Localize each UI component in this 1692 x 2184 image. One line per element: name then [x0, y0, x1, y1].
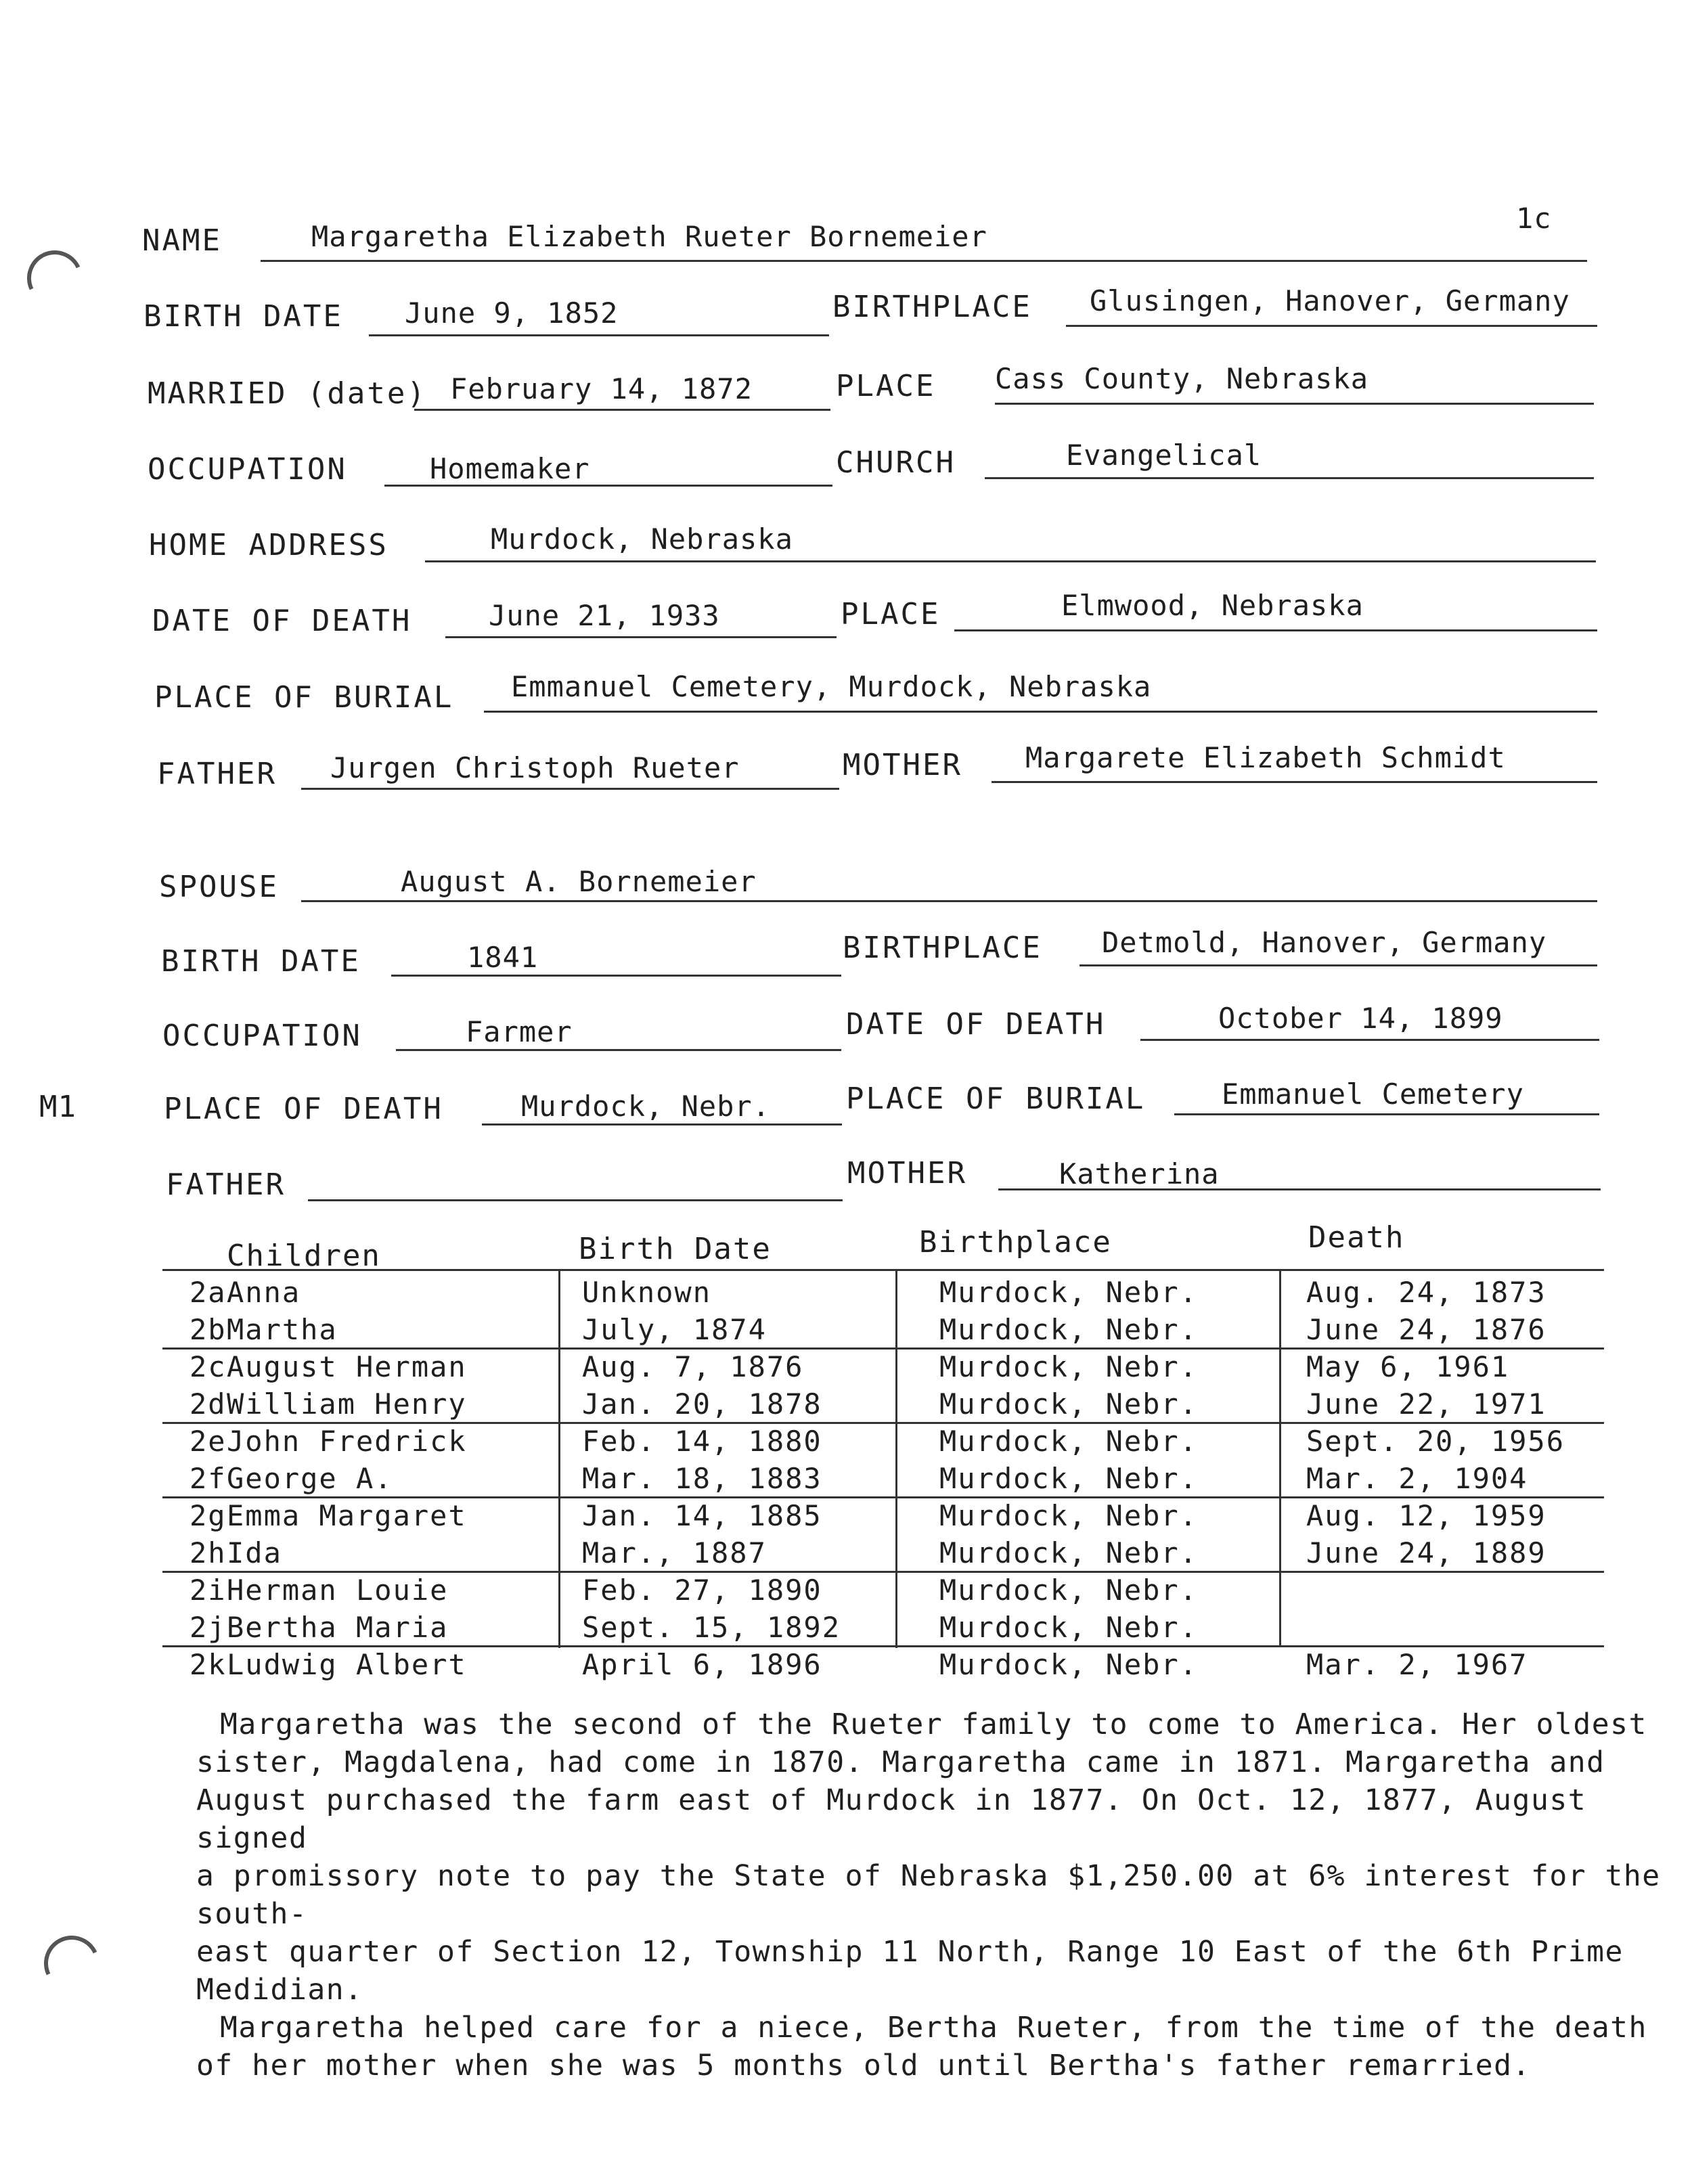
- child-birthplace: Murdock, Nebr.: [939, 1574, 1199, 1607]
- child-birth-date: April 6, 1896: [582, 1648, 822, 1681]
- table-row-rule: [162, 1347, 1604, 1350]
- spouse-birthplace-value: Detmold, Hanover, Germany: [1102, 926, 1547, 959]
- child-birthplace: Murdock, Nebr.: [939, 1648, 1199, 1681]
- child-name: Martha: [227, 1313, 338, 1346]
- birthplace-label: BIRTHPLACE: [832, 290, 1032, 324]
- column-header-birth-date: Birth Date: [579, 1232, 772, 1266]
- person-name: Margaretha Elizabeth Rueter Bornemeier: [311, 220, 987, 253]
- spouse-death-underline: [1140, 1039, 1599, 1041]
- child-death-date: June 24, 1876: [1306, 1313, 1546, 1346]
- spouse-burial-underline: [1174, 1113, 1599, 1115]
- table-column-rule: [1279, 1269, 1281, 1645]
- church-value: Evangelical: [1066, 439, 1262, 472]
- binder-hole-top: [19, 242, 90, 313]
- child-birth-date: July, 1874: [582, 1313, 767, 1346]
- narrative-line: August purchased the farm east of Murdock in 1877. On Oct. 12, 1877, August signed: [196, 1783, 1587, 1855]
- child-name: Herman Louie: [227, 1574, 449, 1607]
- child-birth-date: Jan. 14, 1885: [582, 1499, 822, 1532]
- spouse-father-underline: [308, 1199, 843, 1201]
- column-header-birthplace: Birthplace: [919, 1225, 1112, 1260]
- spouse-death-place-underline: [482, 1123, 842, 1126]
- child-death-date: June 24, 1889: [1306, 1536, 1546, 1569]
- child-name: Anna: [227, 1276, 301, 1309]
- mother-label: MOTHER: [843, 748, 962, 782]
- spouse-birthplace-underline: [1079, 964, 1597, 966]
- child-code: 2a: [190, 1276, 227, 1309]
- child-death-date: Mar. 2, 1904: [1306, 1462, 1528, 1495]
- spouse-burial-value: Emmanuel Cemetery: [1222, 1077, 1524, 1111]
- married-place-value: Cass County, Nebraska: [995, 362, 1369, 395]
- date-of-death-label: DATE OF DEATH: [152, 604, 412, 638]
- table-column-rule: [558, 1269, 560, 1648]
- narrative-paragraph: [196, 1706, 1665, 2085]
- child-code: 2e: [190, 1425, 227, 1458]
- narrative-line: Margaretha helped care for a niece, Bertha Rueter, from the time of the death: [220, 2011, 1647, 2045]
- narrative-line: a promissory note to pay the State of Nebraska $1,250.00 at 6% interest for the south-: [196, 1859, 1661, 1931]
- child-code: 2j: [190, 1611, 227, 1644]
- occupation-value: Homemaker: [430, 452, 590, 485]
- place-of-burial-label: PLACE OF BURIAL: [154, 680, 454, 715]
- child-name: George A.: [227, 1462, 393, 1495]
- child-birthplace: Murdock, Nebr.: [939, 1611, 1199, 1644]
- death-place-underline: [954, 629, 1597, 631]
- spouse-death-place-value: Murdock, Nebr.: [521, 1090, 771, 1123]
- spouse-birth-date-underline: [391, 975, 841, 977]
- child-birthplace: Murdock, Nebr.: [939, 1462, 1199, 1495]
- narrative-line: east quarter of Section 12, Township 11 North, Range 10 East of the 6th Prime Medidian.: [196, 1935, 1624, 2007]
- spouse-birth-date-value: 1841: [467, 941, 539, 974]
- father-value: Jurgen Christoph Rueter: [330, 751, 740, 784]
- child-death-date: Aug. 12, 1959: [1306, 1499, 1546, 1532]
- child-birth-date: Feb. 14, 1880: [582, 1425, 822, 1458]
- married-place-underline: [995, 403, 1594, 405]
- home-address-underline: [425, 560, 1596, 562]
- child-code: 2c: [190, 1350, 227, 1383]
- name-label: NAME: [142, 223, 222, 258]
- occupation-label: OCCUPATION: [148, 452, 347, 487]
- spouse-occupation-label: OCCUPATION: [162, 1019, 362, 1053]
- home-address-value: Murdock, Nebraska: [491, 522, 793, 556]
- child-birth-date: Aug. 7, 1876: [582, 1350, 804, 1383]
- place-of-burial-value: Emmanuel Cemetery, Murdock, Nebraska: [511, 670, 1152, 703]
- child-birthplace: Murdock, Nebr.: [939, 1499, 1199, 1532]
- narrative-line: sister, Magdalena, had come in 1870. Margaretha came in 1871. Margaretha and: [196, 1745, 1605, 1779]
- married-date-value: February 14, 1872: [450, 372, 753, 405]
- child-death-date: Aug. 24, 1873: [1306, 1276, 1546, 1309]
- name-underline: [261, 260, 1587, 262]
- mother-underline: [992, 781, 1597, 783]
- child-birth-date: Sept. 15, 1892: [582, 1611, 841, 1644]
- father-underline: [301, 788, 839, 790]
- table-row-rule: [162, 1496, 1604, 1498]
- child-name: William Henry: [227, 1387, 467, 1421]
- father-label: FATHER: [157, 757, 277, 791]
- spouse-occupation-underline: [396, 1049, 841, 1051]
- spouse-death-place-label: PLACE OF DEATH: [164, 1092, 443, 1126]
- child-birth-date: Mar. 18, 1883: [582, 1462, 822, 1495]
- married-label: MARRIED (date): [148, 376, 427, 411]
- table-column-rule: [895, 1269, 897, 1648]
- child-code: 2b: [190, 1313, 227, 1346]
- spouse-burial-label: PLACE OF BURIAL: [846, 1082, 1146, 1116]
- spouse-birth-date-label: BIRTH DATE: [161, 944, 361, 979]
- page-reference: 1c: [1516, 202, 1552, 235]
- child-birthplace: Murdock, Nebr.: [939, 1276, 1199, 1309]
- child-code: 2i: [190, 1574, 227, 1607]
- child-name: August Herman: [227, 1350, 467, 1383]
- mother-value: Margarete Elizabeth Schmidt: [1025, 741, 1506, 774]
- spouse-birthplace-label: BIRTHPLACE: [843, 931, 1042, 965]
- birth-date-label: BIRTH DATE: [143, 299, 343, 334]
- child-death-date: Mar. 2, 1967: [1306, 1648, 1528, 1681]
- church-underline: [985, 477, 1594, 479]
- birth-date-value: June 9, 1852: [405, 296, 619, 330]
- child-birthplace: Murdock, Nebr.: [939, 1387, 1199, 1421]
- child-name: John Fredrick: [227, 1425, 467, 1458]
- birthplace-value: Glusingen, Hanover, Germany: [1090, 284, 1570, 317]
- spouse-mother-label: MOTHER: [847, 1156, 967, 1190]
- binder-hole-bottom: [36, 1927, 107, 1999]
- spouse-name: August A. Bornemeier: [401, 865, 757, 898]
- child-birthplace: Murdock, Nebr.: [939, 1536, 1199, 1569]
- death-place-value: Elmwood, Nebraska: [1061, 589, 1364, 622]
- table-row-rule: [162, 1422, 1604, 1424]
- child-name: Bertha Maria: [227, 1611, 449, 1644]
- child-birthplace: Murdock, Nebr.: [939, 1313, 1199, 1346]
- child-birth-date: Feb. 27, 1890: [582, 1574, 822, 1607]
- table-row-rule: [162, 1645, 1604, 1647]
- margin-label: M1: [39, 1090, 76, 1124]
- child-birth-date: Jan. 20, 1878: [582, 1387, 822, 1421]
- child-code: 2f: [190, 1462, 227, 1495]
- child-birth-date: Mar., 1887: [582, 1536, 767, 1569]
- spouse-underline: [301, 900, 1597, 902]
- spouse-death-value: October 14, 1899: [1218, 1002, 1503, 1035]
- spouse-label: SPOUSE: [159, 870, 279, 904]
- column-header-death: Death: [1308, 1220, 1405, 1255]
- child-death-date: June 22, 1971: [1306, 1387, 1546, 1421]
- married-place-label: PLACE: [836, 369, 936, 403]
- child-death-date: Sept. 20, 1956: [1306, 1425, 1565, 1458]
- birth-date-underline: [369, 334, 829, 336]
- column-header-children: Children: [227, 1239, 381, 1273]
- narrative-line: Margaretha was the second of the Rueter family to come to America. Her oldest: [220, 1708, 1647, 1741]
- child-birthplace: Murdock, Nebr.: [939, 1425, 1199, 1458]
- church-label: CHURCH: [836, 445, 956, 480]
- child-code: 2h: [190, 1536, 227, 1569]
- child-birth-date: Unknown: [582, 1276, 712, 1309]
- child-code: 2k: [190, 1648, 227, 1681]
- date-of-death-underline: [445, 636, 837, 638]
- birthplace-underline: [1066, 325, 1597, 327]
- spouse-death-label: DATE OF DEATH: [846, 1007, 1106, 1042]
- child-name: Emma Margaret: [227, 1499, 467, 1532]
- date-of-death-value: June 21, 1933: [489, 599, 720, 632]
- child-name: Ludwig Albert: [227, 1648, 467, 1681]
- child-code: 2d: [190, 1387, 227, 1421]
- table-row-rule: [162, 1571, 1604, 1573]
- child-code: 2g: [190, 1499, 227, 1532]
- child-name: Ida: [227, 1536, 282, 1569]
- table-header-rule: [162, 1269, 1604, 1271]
- home-address-label: HOME ADDRESS: [149, 528, 388, 562]
- married-underline: [414, 409, 830, 411]
- child-death-date: May 6, 1961: [1306, 1350, 1510, 1383]
- child-birthplace: Murdock, Nebr.: [939, 1350, 1199, 1383]
- place-of-burial-underline: [484, 711, 1597, 713]
- spouse-mother-value: Katherina: [1059, 1157, 1220, 1190]
- death-place-label: PLACE: [841, 597, 941, 631]
- spouse-father-label: FATHER: [166, 1167, 286, 1202]
- narrative-line: of her mother when she was 5 months old until Bertha's father remarried.: [196, 2049, 1531, 2082]
- spouse-occupation-value: Farmer: [466, 1015, 573, 1048]
